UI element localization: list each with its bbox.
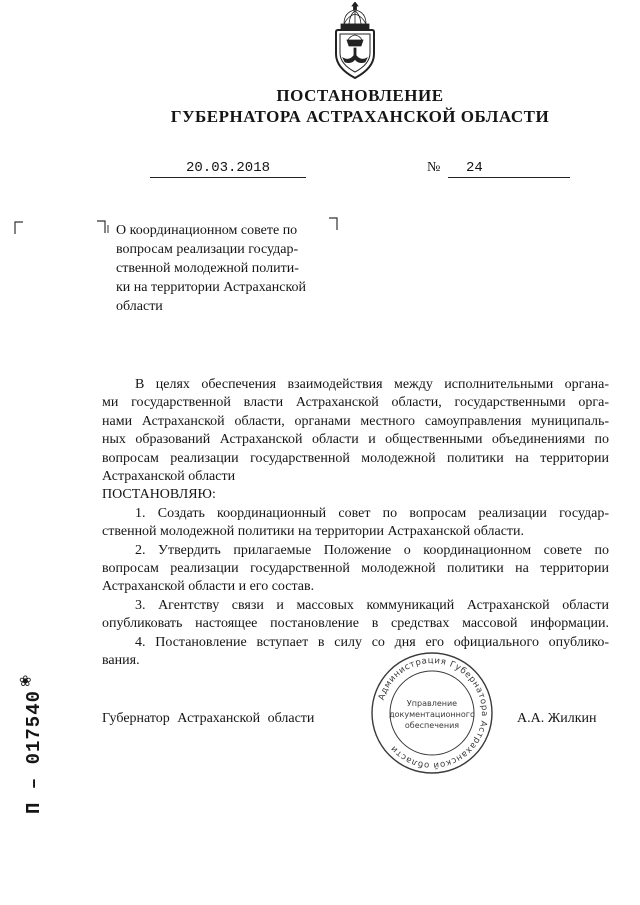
body-line: Астраханской области: [102, 469, 236, 485]
body-line: вопросам реализации государственной молодежной политики на территории: [102, 561, 609, 577]
document-subject: [116, 221, 334, 316]
subject-line: ственной молодежной полити-: [116, 261, 299, 276]
body-line: ми государственной власти Астраханской области, государственными орга-: [102, 395, 609, 411]
document-number: 24: [448, 159, 570, 178]
svg-text:документационного: документационного: [389, 710, 475, 719]
coat-of-arms-emblem: [330, 2, 380, 82]
body-line: вопросам реализации государственной молодежной политики на территории: [102, 450, 609, 466]
body-line: Астраханской области и его состав.: [102, 579, 315, 595]
body-line: 4. Постановление вступает в силу со дня его официального опублико-: [135, 634, 609, 650]
body-line: 2. Утвердить прилагаемые Положение о координационном совете по: [135, 542, 609, 558]
subject-line: вопросам реализации государ-: [116, 242, 299, 257]
body-line: 1. Создать координационный совет по вопросам реализации государ-: [135, 505, 609, 521]
svg-text:обеспечения: обеспечения: [404, 721, 460, 730]
document-title: ПОСТАНОВЛЕНИЕ: [276, 86, 444, 105]
body-line: В целях обеспечения взаимодействия между исполнительными органа-: [135, 377, 609, 392]
document-date: 20.03.2018: [150, 159, 306, 178]
subject-line: области: [116, 299, 163, 314]
body-line: 3. Агентству связи и массовых коммуникаций Астраханской области: [135, 597, 609, 613]
serial-mark-icon: ❀: [19, 672, 32, 690]
body-line: нами Астраханской области, органами местного самоуправления муниципаль-: [102, 413, 609, 429]
body-line: опубликовать настоящее постановление в средствах массовой информации.: [102, 616, 609, 632]
serial-number-text: П – 017540: [23, 689, 45, 815]
document-issuer: ГУБЕРНАТОРА АСТРАХАНСКОЙ ОБЛАСТИ: [170, 107, 550, 126]
document-body: [102, 376, 609, 671]
body-line: ственной молодежной политики на территории Астраханской области.: [102, 524, 525, 540]
corner-mark-left: [14, 221, 24, 235]
office-stamp: [369, 650, 495, 776]
svg-text:Администрация Губернатора Астр: Администрация Губернатора Астраханской области: [376, 655, 490, 771]
svg-text:Управление: Управление: [406, 699, 458, 708]
subject-line: ки на территории Астраханской: [116, 280, 307, 295]
body-line: ных образований Астраханской области и общественными объединениями по: [102, 432, 609, 448]
corner-mark-subject-left: [96, 220, 110, 234]
signatory-name: А.А. Жилкин: [517, 711, 597, 726]
body-line: вания.: [102, 653, 140, 669]
signatory-position: Губернатор Астраханской области: [102, 711, 315, 726]
serial-number: [16, 672, 52, 832]
number-sign: №: [427, 160, 441, 175]
resolution-heading: ПОСТАНОВЛЯЮ:: [102, 487, 216, 503]
subject-line: О координационном совете по: [116, 223, 298, 238]
